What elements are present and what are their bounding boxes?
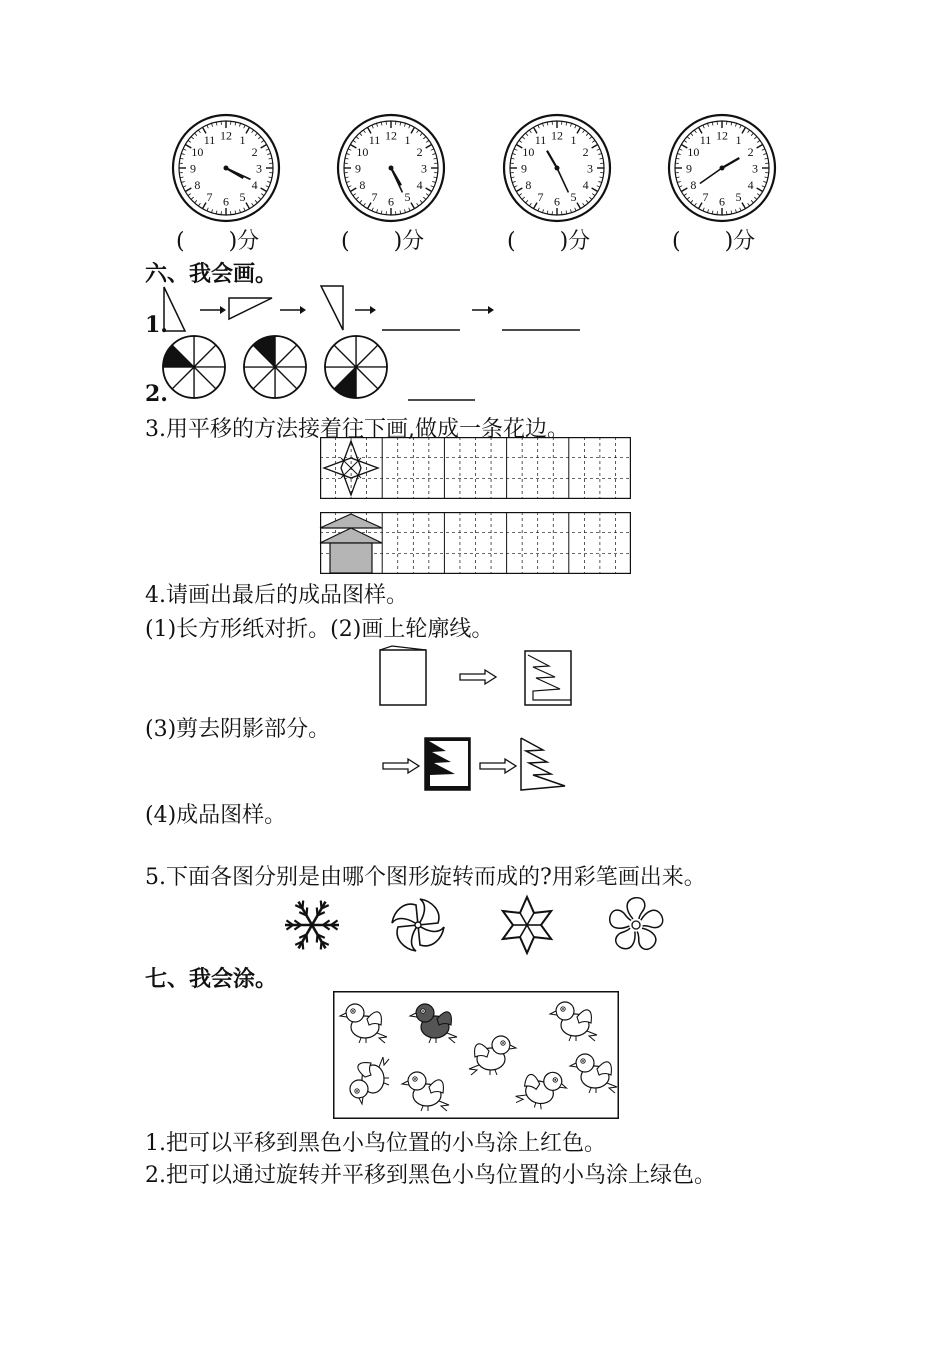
bird bbox=[570, 1054, 617, 1093]
clock-number: 2 bbox=[582, 145, 589, 159]
pinwheel-icon bbox=[392, 899, 444, 951]
clock-number: 7 bbox=[702, 190, 709, 205]
clock-number: 7 bbox=[537, 190, 544, 205]
bird bbox=[469, 1036, 516, 1075]
clock-number: 12 bbox=[551, 128, 563, 143]
clock-number: 3 bbox=[752, 161, 758, 176]
clock-number: 10 bbox=[687, 145, 700, 159]
clock-number: 5 bbox=[570, 190, 577, 205]
bird bbox=[340, 1004, 387, 1043]
clock-answer-label: ( )分 bbox=[176, 229, 260, 254]
clock-answer-label: ( )分 bbox=[341, 229, 425, 254]
q4-step4: (4)成品图样。 bbox=[145, 803, 287, 828]
clock-number: 2 bbox=[747, 145, 754, 159]
clock-number: 11 bbox=[699, 132, 712, 147]
q4-text: 4.请画出最后的成品图样。 bbox=[145, 583, 408, 608]
clock-number: 1 bbox=[404, 132, 411, 147]
clock-number: 6 bbox=[388, 194, 394, 209]
clock-answer-label: ( )分 bbox=[672, 229, 756, 254]
six-point-star-icon bbox=[503, 897, 551, 953]
clock-number: 10 bbox=[356, 145, 369, 159]
clock-number: 1 bbox=[239, 132, 246, 147]
clock-number: 9 bbox=[355, 161, 361, 176]
section7-q2: 2.把可以通过旋转并平移到黑色小鸟位置的小鸟涂上绿色。 bbox=[145, 1163, 716, 1188]
clock-number: 7 bbox=[206, 190, 213, 205]
clock-number: 6 bbox=[554, 194, 560, 209]
clock-number: 12 bbox=[385, 128, 397, 143]
clock-number: 3 bbox=[256, 161, 262, 176]
snowflake-icon bbox=[285, 901, 339, 950]
bird bbox=[402, 1072, 449, 1111]
clock-number: 1 bbox=[570, 132, 577, 147]
clock-number: 4 bbox=[251, 178, 258, 192]
clock-number: 4 bbox=[747, 178, 754, 192]
clock-number: 5 bbox=[735, 190, 742, 205]
q5-text: 5.下面各图分别是由哪个图形旋转而成的?用彩笔画出来。 bbox=[145, 865, 706, 890]
clock-number: 12 bbox=[220, 128, 232, 143]
bird bbox=[350, 1057, 389, 1104]
clock-number: 8 bbox=[690, 178, 697, 192]
clock-number: 5 bbox=[404, 190, 411, 205]
clock-number: 9 bbox=[686, 161, 692, 176]
bird bbox=[550, 1002, 597, 1041]
flower-icon bbox=[607, 898, 664, 953]
section7-title: 七、我会涂。 bbox=[145, 967, 278, 992]
clock-number: 10 bbox=[522, 145, 535, 159]
q2-label: 2. bbox=[145, 381, 168, 407]
section7-q1: 1.把可以平移到黑色小鸟位置的小鸟涂上红色。 bbox=[145, 1131, 606, 1156]
clock-number: 5 bbox=[239, 190, 246, 205]
black-bird bbox=[410, 1004, 457, 1043]
clock-number: 2 bbox=[416, 145, 423, 159]
clock-number: 8 bbox=[525, 178, 532, 192]
bird bbox=[514, 1064, 569, 1114]
clock-number: 11 bbox=[203, 132, 216, 147]
clock-number: 6 bbox=[223, 194, 229, 209]
q1-label: 1. bbox=[145, 312, 168, 338]
clock-number: 10 bbox=[191, 145, 204, 159]
clock-number: 4 bbox=[416, 178, 423, 192]
clock-number: 4 bbox=[582, 178, 589, 192]
clock-number: 8 bbox=[194, 178, 201, 192]
clock-number: 9 bbox=[521, 161, 527, 176]
q4-step12: (1)长方形纸对折。(2)画上轮廓线。 bbox=[145, 617, 494, 642]
clock-number: 6 bbox=[719, 194, 725, 209]
clock-number: 9 bbox=[190, 161, 196, 176]
clock-number: 3 bbox=[587, 161, 593, 176]
clock-number: 7 bbox=[371, 190, 378, 205]
clock-number: 11 bbox=[368, 132, 381, 147]
section6-title: 六、我会画。 bbox=[145, 262, 278, 287]
clock-number: 3 bbox=[421, 161, 427, 176]
birds-picture bbox=[333, 991, 619, 1119]
clock-number: 2 bbox=[251, 145, 258, 159]
clock-number: 12 bbox=[716, 128, 728, 143]
q4-step3: (3)剪去阴影部分。 bbox=[145, 717, 331, 742]
clock-number: 8 bbox=[359, 178, 366, 192]
clock-number: 1 bbox=[735, 132, 742, 147]
q3-text: 3.用平移的方法接着往下画,做成一条花边。 bbox=[145, 417, 569, 442]
clock-number: 11 bbox=[534, 132, 547, 147]
clock-answer-label: ( )分 bbox=[507, 229, 591, 254]
